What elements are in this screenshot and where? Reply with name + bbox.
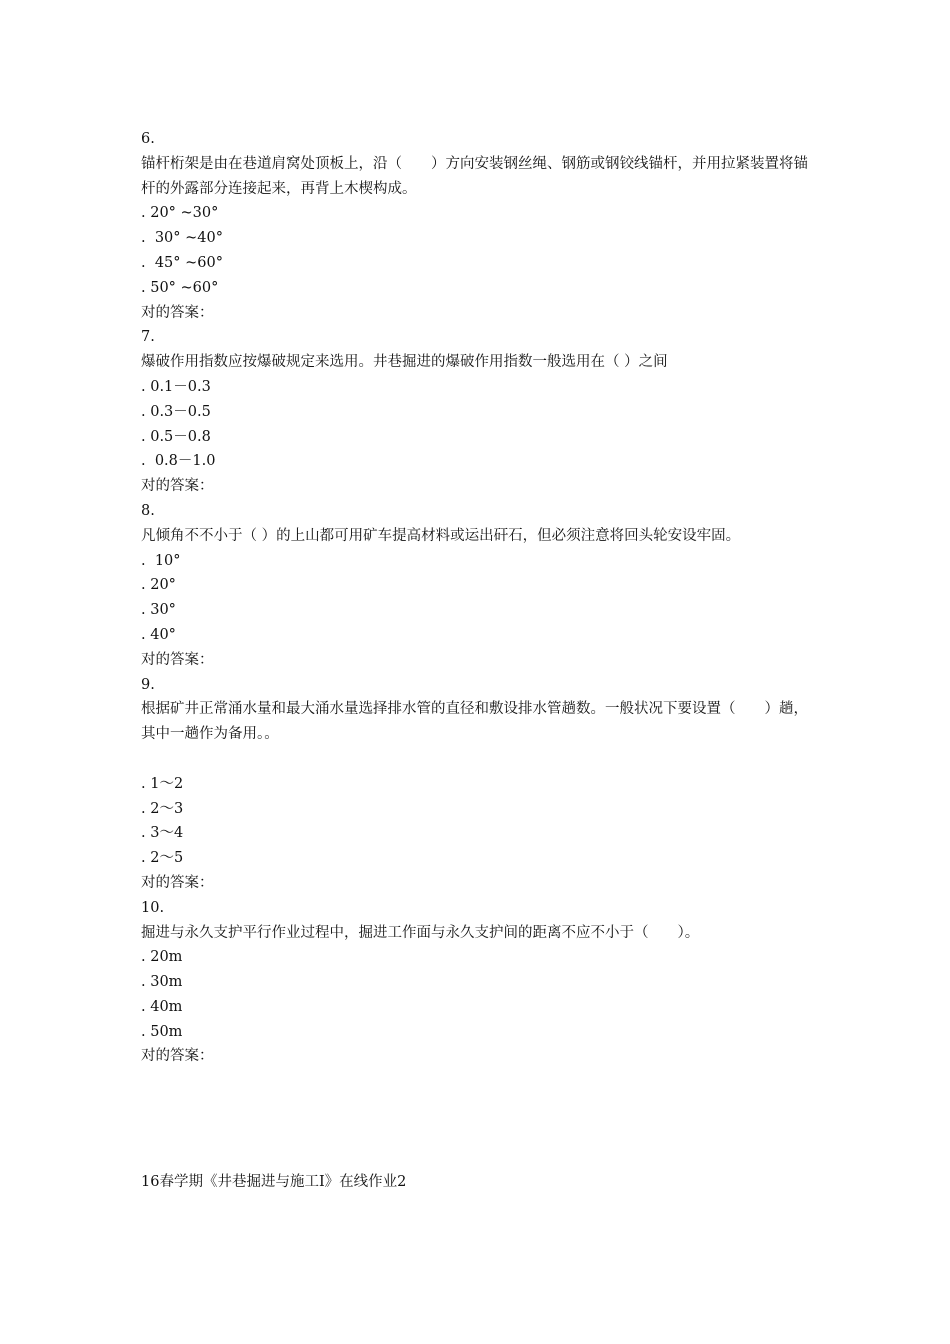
answer-label: 对的答案： [141, 651, 214, 668]
question-text: 根据矿井正常涌水量和最大涌水量选择排水管的直径和敷设排水管趟数。一般状况下要设置（ ）趟，其中一趟作为备用。。 [141, 701, 808, 743]
option-b: . 30m [141, 974, 183, 991]
option-d: . 50m [141, 1023, 183, 1040]
question-number: 7. [141, 329, 155, 346]
option-b: . 0.3－0.5 [141, 403, 211, 420]
question-list [141, 127, 811, 1069]
option-c: . 30° [141, 602, 176, 619]
option-b: . 2～3 [141, 800, 184, 817]
question-text: 锚杆桁架是由在巷道肩窝处顶板上，沿（ ）方向安装钢丝绳、钢筋或钢铰线锚杆，并用拉紧装置将锚杆的外露部分连接起来，再背上木楔构成。 [141, 155, 808, 197]
option-c: . 40m [141, 998, 183, 1015]
section-title: 16春学期《井巷掘进与施工Ⅰ》在线作业2 [141, 1174, 407, 1190]
option-d: . 40° [141, 626, 176, 643]
option-b: . 30° ~40° [141, 230, 223, 247]
question-number: 6. [141, 131, 155, 147]
answer-label: 对的答案： [141, 478, 214, 495]
option-d: . 2～5 [141, 850, 184, 867]
option-d: . 50° ~60° [141, 279, 219, 296]
option-a: . 10° [141, 552, 181, 569]
question-text: 爆破作用指数应按爆破规定来选用。井巷掘进的爆破作用指数一般选用在（ ）之间 [141, 354, 668, 371]
question-6 [141, 127, 811, 325]
option-a: . 20° ~30° [141, 205, 219, 222]
question-10 [141, 896, 811, 1070]
answer-label: 对的答案： [141, 1048, 214, 1065]
option-c: . 3～4 [141, 825, 184, 842]
question-7 [141, 325, 811, 499]
option-a: . 0.1－0.3 [141, 378, 211, 395]
option-c: . 0.5－0.8 [141, 428, 211, 445]
option-c: . 45° ~60° [141, 254, 223, 271]
blank-line [141, 747, 811, 772]
question-8 [141, 499, 811, 673]
question-text: 凡倾角不不小于（ ）的上山都可用矿车提高材料或运出矸石，但必须注意将回头轮安设牢固。 [141, 527, 741, 544]
question-text: 掘进与永久支护平行作业过程中，掘进工作面与永久支护间的距离不应不小于（ ）。 [141, 924, 700, 941]
answer-label: 对的答案： [141, 304, 214, 321]
option-a: . 1～2 [141, 775, 184, 792]
question-number: 9. [141, 676, 155, 693]
answer-label: 对的答案： [141, 874, 214, 891]
option-a: . 20m [141, 949, 183, 966]
question-number: 10. [141, 899, 165, 916]
option-d: . 0.8－1.0 [141, 453, 216, 470]
option-b: . 20° [141, 577, 176, 594]
question-number: 8. [141, 502, 155, 519]
question-9 [141, 673, 811, 896]
